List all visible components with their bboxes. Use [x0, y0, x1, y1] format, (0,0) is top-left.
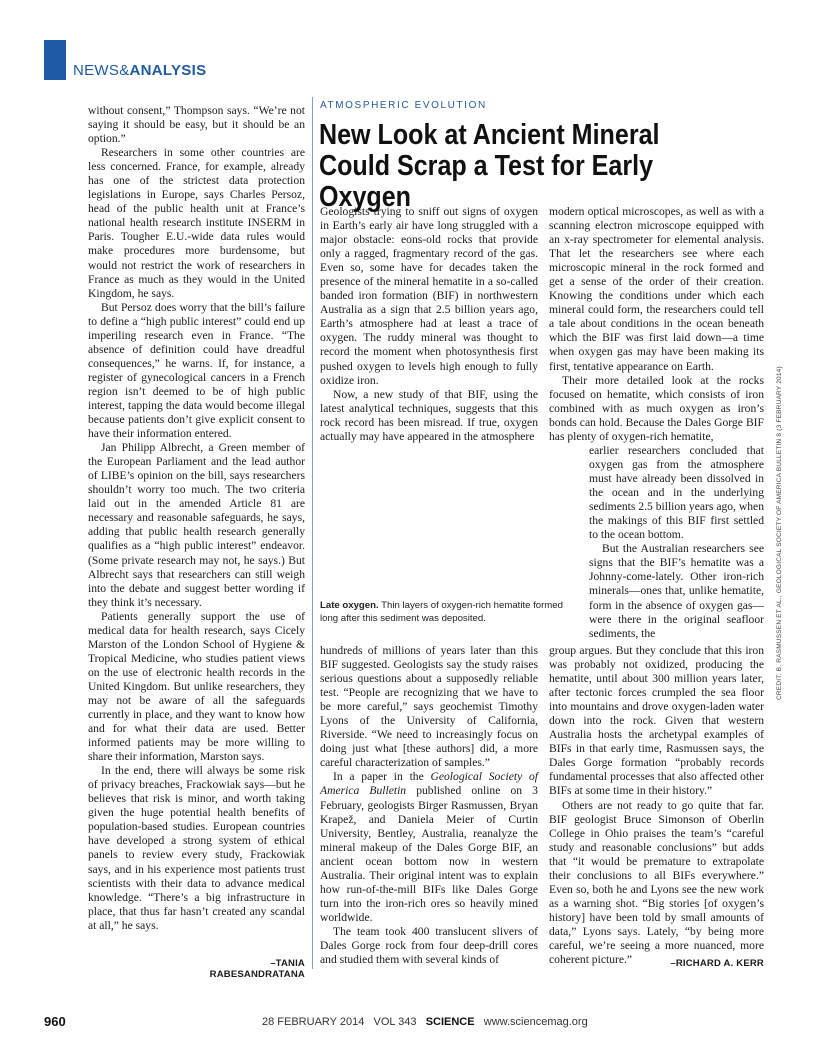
article-headline: New Look at Ancient Mineral Could Scrap a Test for Early Oxygen	[319, 119, 660, 213]
page-number: 960	[44, 1014, 66, 1029]
article-paragraph: modern optical microscopes, as well as with a scanning electron microscope equipped with an x-ray spectrometer for elemental analysis. That let the researchers see where each microscopic mineral in the rock formed and get a sense of the order of their creation. Knowing the conditions under which each mineral could form, the researchers could tell a tale about conditions in the ocean beneath which the BIF was first laid down—a time when oxygen gas may have been making its first, tentative appearance on Earth.	[549, 205, 764, 373]
left-paragraph: without consent,” Thompson says. “We’re not saying it should be easy, but it should be an option.”	[88, 104, 305, 146]
left-paragraph: Researchers in some other countries are less concerned. France, for example, already has one of the strictest data protection legislations in Europe, says Charles Persoz, head of the public health unit at France’s national health research institute INSERM in Paris. Tougher E.U.-wide data rules would make procedures more burdensome, but would not restrict the work of researchers in France as much as they would in the United Kingdom, he says.	[88, 146, 305, 300]
left-paragraph: But Persoz does worry that the bill’s failure to define a “high public interest” could end up imperiling research even in France. “The absence of definition could have dreadful consequences,” he warns. If, for instance, a register of gynecological cancers in a French region isn’t deemed to be of high public interest, tapping the data would become illegal because patients don’t give explicit consent to have their information entered.	[88, 300, 305, 441]
article-paragraph: Geologists trying to sniff out signs of oxygen in Earth’s early air have long struggled with a major obstacle: eons-old rocks that provide only a ragged, fragmentary record of the gas. Even so, some have for decades taken the presence of the mineral hematite in a so-called banded iron formation (BIF) in northwestern Australia as a sign that 2.5 billion years ago, Earth’s atmosphere had at least a trace of oxygen. The ruddy mineral was thought to record the moment when photosynthesis first pushed oxygen to levels high enough to fully oxidize iron.	[320, 205, 538, 387]
kicker-bold: ANALYSIS	[129, 62, 207, 79]
left-byline: –TANIA RABESANDRATANA	[209, 958, 305, 980]
footer-journal: SCIENCE	[425, 1016, 475, 1028]
left-paragraph: In the end, there will always be some risk of privacy breaches, Frackowiak says—but he believes that risk is minor, and worth taking given the huge potential health benefits of population-based studies. European countries have developed a strong system of ethical panels to review every study, Frackowiak says, and in his experience most patients trust scientists with their data to advance medical knowledge. “There’s a big infrastructure in place, that thus far hasn’t created any scandal at all,” he says.	[88, 764, 305, 932]
footer-line	[262, 1016, 588, 1028]
left-paragraph: Jan Philipp Albrecht, a Green member of the European Parliament and the lead author of LIBE’s opinion on the bill, says researchers shouldn’t worry too much. The two criteria laid out in the amended Article 81 are necessary and reasonable safeguards, he says, adding that public health research generally qualifies as a “high public interest” endeavor. (Some private research may not, he says.) But Albrecht says that researchers can still weigh into the debate and suggest better wording if they think it’s necessary.	[88, 441, 305, 609]
figure-caption	[320, 600, 582, 625]
article-section: ATMOSPHERIC EVOLUTION	[320, 100, 487, 111]
caption-text: Thin layers of oxygen-rich hematite formed long after this sediment was deposited.	[320, 600, 563, 624]
article-paragraph: Others are not ready to go quite that far. BIF geologist Bruce Simonson of Oberlin College in Ohio praises the team’s “careful study and reasonable conclusions” but adds that “it would be premature to extrapolate their conclusions to all BIFs everywhere.” Even so, both he and Lyons see the new work as a warning shot. “Big stories [of oxygen’s history] have been told by small amounts of data,” Lyons says. Lately, “by being more careful, we’re seeing a more nuanced, more coherent picture.”	[549, 798, 764, 967]
caption-title: Late oxygen.	[320, 600, 379, 611]
article-paragraph	[320, 770, 538, 925]
article-col1-bottom	[320, 644, 538, 967]
photo-credit: CREDIT: B. RASMUSSEN ET AL., GEOLOGICAL SOCIETY OF AMERICA BULLETIN 8 (3 FEBRUARY 2014)	[776, 366, 783, 700]
article-paragraph: Their more detailed look at the rocks focused on hematite, which consists of iron combined with as much oxygen as iron’s bonds can hold. Because the Dales Gorge BIF has plenty of oxygen-rich hematite,	[549, 373, 764, 443]
paragraph-text: In a paper in the	[333, 770, 431, 784]
article-col1-top	[320, 205, 538, 444]
article-paragraph: earlier researchers concluded that oxygen gas from the atmosphere must have already been dissolved in the ocean and in the underlying sediments 2.5 billion years ago, when the makings of this BIF first settled to the ocean bottom.	[589, 444, 764, 542]
section-tab	[44, 40, 66, 80]
article-paragraph: Now, a new study of that BIF, using the latest analytical techniques, suggests that this rock record has been misread. If true, oxygen actually may have appeared in the atmosphere	[320, 387, 538, 443]
kicker-prefix: NEWS&	[73, 62, 130, 79]
section-kicker	[73, 62, 206, 79]
footer-date: 28 FEBRUARY 2014	[262, 1016, 365, 1028]
article-paragraph: hundreds of millions of years later than this BIF suggested. Geologists say the study raises serious questions about a supposedly reliable test. “People are recognizing that we have to be more careful,” says geochemist Timothy Lyons of the University of California, Riverside. “We need to increasingly focus on doing just what [these authors] did, a more careful characterization of samples.”	[320, 644, 538, 770]
article-col2-bottom	[549, 644, 764, 967]
article-col2-top	[549, 205, 764, 444]
journal-name: Geological Society of America Bulletin	[320, 770, 538, 798]
column-divider	[312, 97, 313, 969]
article-paragraph: The team took 400 translucent slivers of Dales Gorge rock from four deep-drill cores and studied them with several kinds of	[320, 924, 538, 967]
paragraph-text: published online on 3 February, geologists Birger Rasmussen, Bryan Krapež, and Daniela Meier of Curtin University, Bentley, Australia, reanalyze the mineral makeup of the Dales Gorge BIF, an ancient ocean bottom now in western Australia. Their original intent was to explain how run-of-the-mill BIFs like Dales Gorge turn into the iron-rich ores so heavily mined worldwide.	[320, 784, 538, 924]
article-col2-wrap	[589, 444, 764, 641]
footer-volume: VOL 343	[373, 1016, 417, 1028]
left-paragraph: Patients generally support the use of medical data for health research, says Cicely Marston of the London School of Hygiene & Tropical Medicine, who studies patient views on the use of electronic health records in the United Kingdom. But unlike researchers, they may not be aware of all the safeguards currently in place, and they want to know how and for what their data are used. Better informed patients may be more willing to share their information, Marston says.	[88, 609, 305, 764]
article-byline: –RICHARD A. KERR	[670, 958, 764, 969]
article-paragraph: group argues. But they conclude that this iron was probably not oxidized, producing the hematite, until about 300 million years later, after tectonic forces crumpled the sea floor into mountains and drove oxygen-laden water down into the rock. Given that western Australia hosts the archetypal examples of BIFs in that early time, Rasmussen says, the Dales Gorge formation “probably records fundamental processes that also affected other BIFs at some time in their history.”	[549, 644, 764, 798]
left-column	[88, 104, 305, 933]
article-paragraph: But the Australian researchers see signs that the BIF’s hematite was a Johnny-come-lately. Other iron-rich minerals—ones that, unlike hematite, form in the absence of oxygen gas—were there in the original seafloor sediments, the	[589, 542, 764, 640]
footer-url[interactable]: www.sciencemag.org	[483, 1016, 588, 1028]
